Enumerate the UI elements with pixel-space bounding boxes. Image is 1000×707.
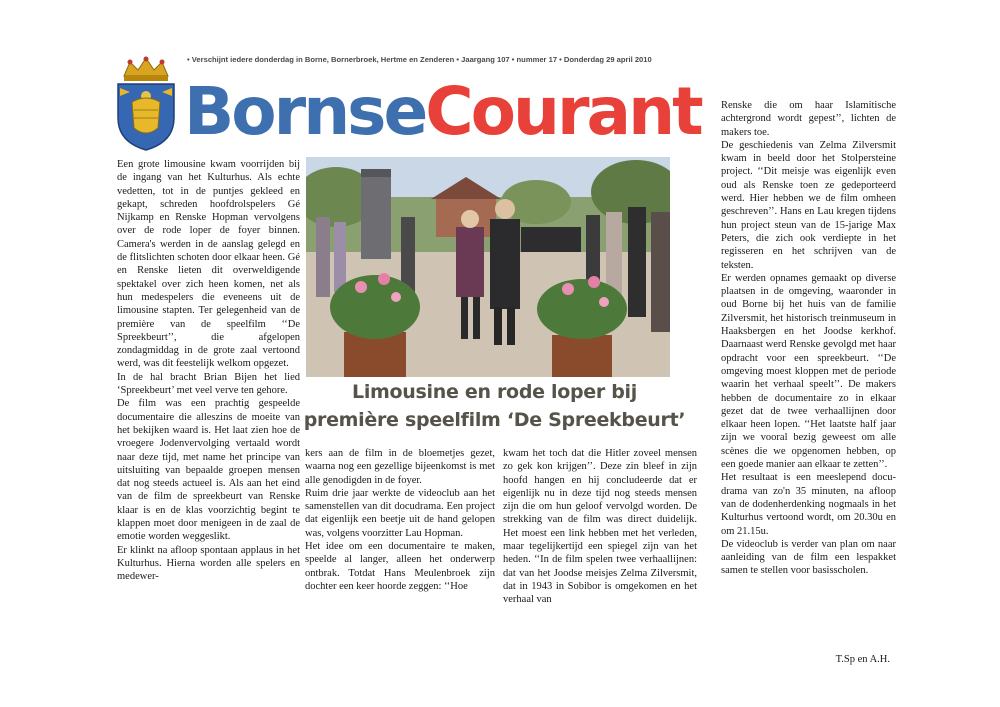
paragraph: De geschiedenis van Zelma Zilversmit kwam in beeld door het Stolpersteine project. ‘‘Dit meisje was eigenlijk even oud als Renske toen ze gedeporteerd werd. Hier hebben we de film omheen geschreven’’. Hans en Lau kregen tijdens hun project steun van de 15-jarige Max Peters, die zich ook verdiepte in het regisseren en het schrijven van de teksten. bbox=[721, 139, 896, 271]
logo-bornse: Bornse bbox=[184, 73, 426, 150]
masthead-info: • Verschijnt iedere donderdag in Borne, Bornerbroek, Hertme en Zenderen • Jaargang 107 • nummer 17 • Donderdag 29 april 2010 bbox=[187, 55, 652, 64]
paragraph: De film was een prachtig gespeelde documentaire die alleszins de moeite van het bekijken waard is. Het laat zien hoe de vroegere Jodenvervolging vertaald wordt naar deze tijd, met name het principe van uitsluiting van bepaalde groepen mensen dat nog steeds actueel is. Als aan het eind van de film de spreekbeurt van Renske klaar is en de klas voorzichtig begint te klappen moet door menigeen in de zaal de emotie worden weggeslikt. bbox=[117, 398, 300, 543]
premiere-photo bbox=[306, 157, 670, 377]
article-column-3 bbox=[503, 447, 697, 607]
paragraph: Ruim drie jaar werkte de videoclub aan het samenstellen van dit docudrama. Een project dat eigenlijk een beetje uit de hand gelopen was, volgens voorzitter Lau Hopman. bbox=[305, 487, 495, 539]
paragraph: kwam het toch dat die Hitler zoveel mensen zo gek kon krijgen’’. Deze zin bleef in zijn hoofd hangen en hij concludeerde dat er eigenlijk nu in deze tijd nog steeds mensen zijn die om hun geloof vervolgd worden. De strekking van de film was direct duidelijk. Het moest een link hebben met het verleden, maar tegelijkertijd een spiegel zijn van het heden. ‘‘In de film spelen twee verhaallijnen: dat van het Joodse meisjes Zelma Zilversmit, dat in 1943 in Sobibor is omgekomen en het verhaal van bbox=[503, 448, 697, 606]
paragraph: kers aan de film in de bloemetjes gezet, waarna nog een gezellige bijeenkomst is met alle genodigden in de foyer. bbox=[305, 448, 495, 486]
newspaper-logo bbox=[184, 70, 724, 154]
paragraph: Renske die om haar Islamitische achtergrond wordt gepest’’, lichten de makers toe. bbox=[721, 100, 896, 138]
paragraph: Een grote limousine kwam voorrijden bij de ingang van het Kulturhus. Als echte vedetten, tot in de puntjes gekleed en gekapt, schreden hoofdrolspelers Gé Nijkamp en Renske Hopman vervolgens over de rode loper de foyer binnen. Camera's werden in de aanslag gelegd en de flitslichten schoten door elkaar heen. Gé en Renske lieten dit overweldigende spektakel over zich heen komen, net als hun medespelers die eveneens uit de limousine stapten. Ter gelegenheid van de première van de speelfilm ‘‘De Spreekbeurt’’, die afgelopen zondagmiddag in de grote zaal vertoond werd, was dit feestelijk welkom opgezet. bbox=[117, 159, 300, 370]
paragraph: In de hal bracht Brian Bijen het lied ‘Spreekbeurt’ met veel verve ten gehore. bbox=[117, 371, 300, 397]
paragraph: Het idee om een documentaire te maken, speelde al langer, alleen het onderwerp ontbrak. Totdat Hans Meulenbroek zijn dochter een keer hoorde zeggen: ‘‘Hoe bbox=[305, 541, 495, 592]
borne-coat-of-arms-icon bbox=[112, 56, 180, 152]
paragraph: Er werden opnames gemaakt op diverse plaatsen in de omgeving, waaronder in oud Borne bij het huis van de familie Zilversmit, het historisch treinmuseum in Haaksbergen en het Joodse kerkhof. Daarnaast werd Renske gevolgd met haar opdracht voor een spreekbeurt. ‘‘De omgeving moest kloppen met de periode waarin het verhaal speelt’’. De makers hebben de documentaire zo in elkaar gezet dat de twee verhaallijnen door elkaar heen lopen. ‘‘Het laatste half jaar zijn we vooral bezig geweest om alle scènes die we opgenomen hebben, op een goede manier aan elkaar te zetten’’. bbox=[721, 272, 896, 471]
logo-courant: Courant bbox=[425, 73, 701, 150]
headline-line-1: Limousine en rode loper bij bbox=[352, 381, 637, 403]
paragraph: Er klinkt na afloop spontaan applaus in het Kulturhus. Hierna worden alle spelers en medewer- bbox=[117, 544, 300, 583]
paragraph: Het resultaat is een meeslepend docu-drama van zo'n 35 minuten, na afloop van de dodenherdenking nogmaals in het Kulturhus vertoond wordt, om 20.30u en om 21.15u. bbox=[721, 472, 896, 537]
headline-line-2: première speelfilm ‘De Spreekbeurt’ bbox=[303, 409, 686, 431]
article-column-2 bbox=[305, 447, 495, 593]
paragraph: De videoclub is verder van plan om naar aanleiding van de film een lespakket samen te stellen voor basisscholen. bbox=[721, 538, 896, 577]
article-column-1 bbox=[117, 158, 300, 584]
article-column-4 bbox=[721, 99, 896, 578]
article-headline bbox=[282, 378, 707, 442]
author-signature: T.Sp en A.H. bbox=[835, 654, 890, 665]
